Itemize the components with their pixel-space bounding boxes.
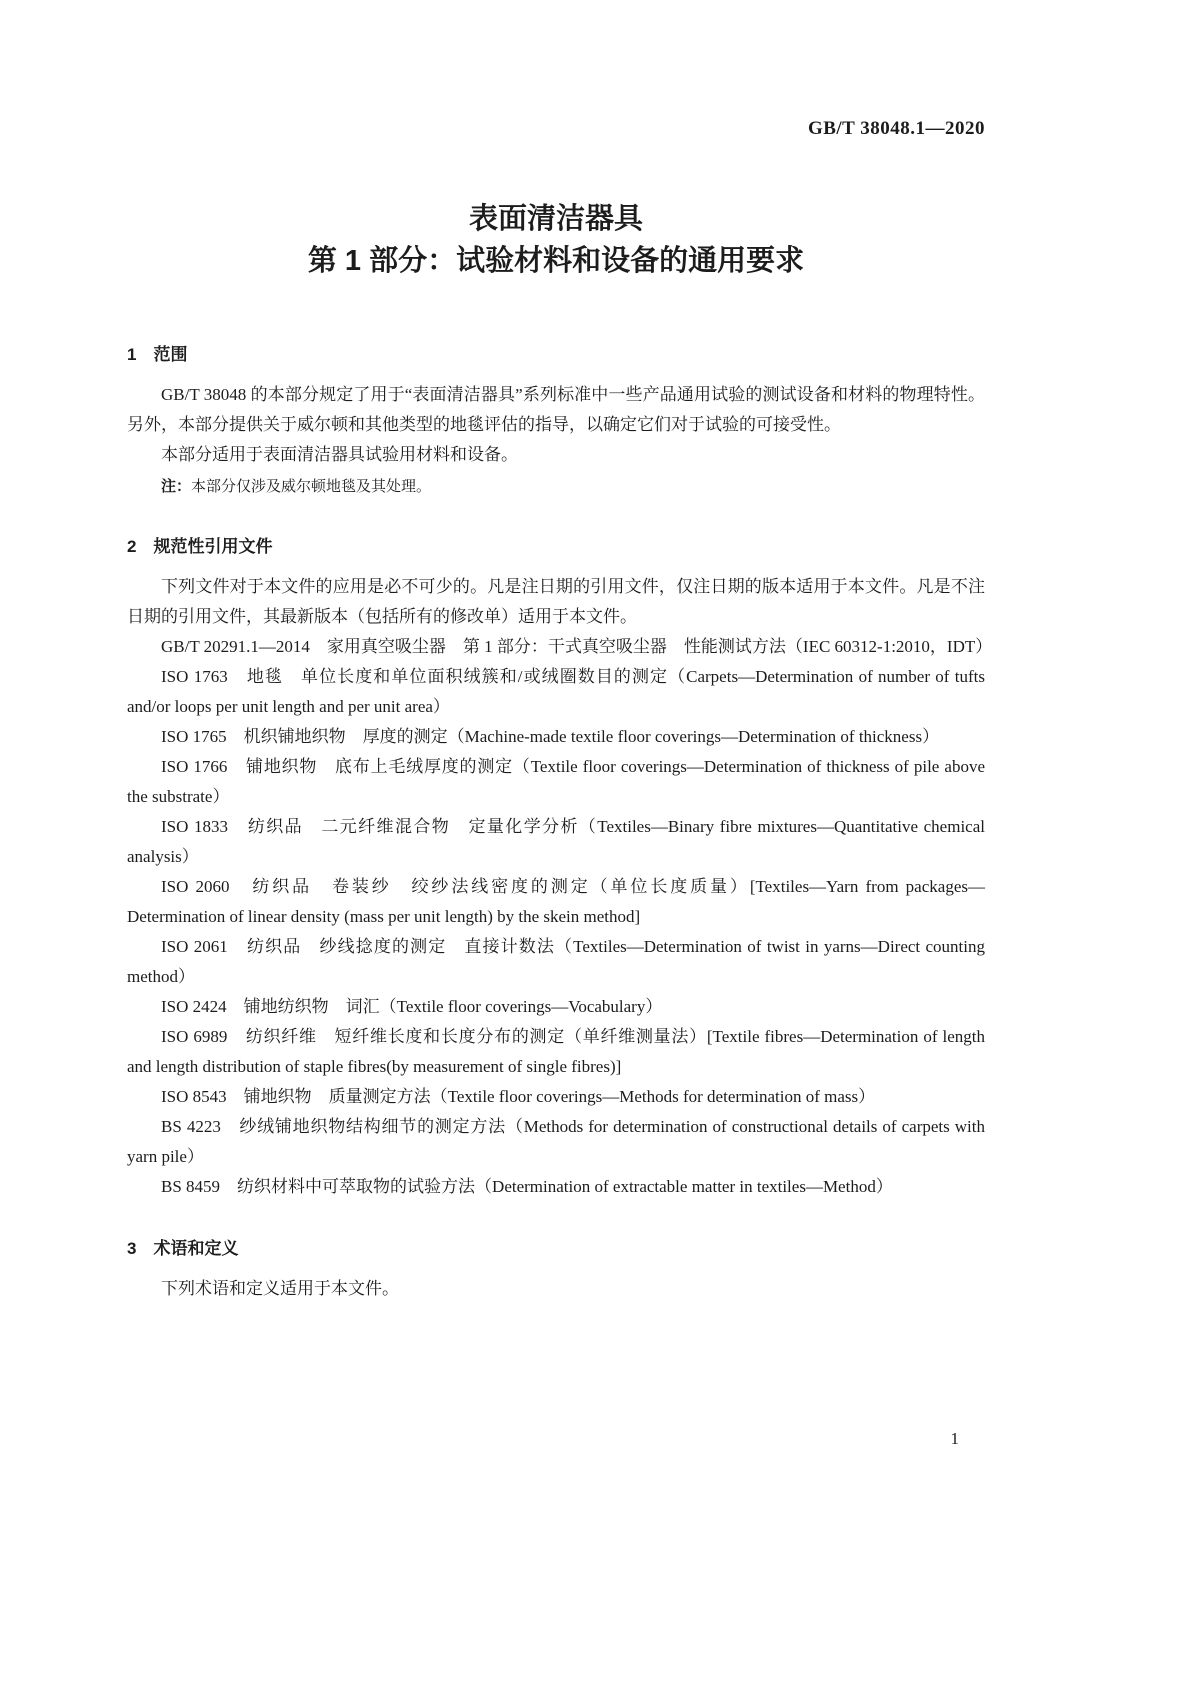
reference-entry: ISO 2061 纺织品 纱线捻度的测定 直接计数法（Textiles—Determination of twist in yarns—Direct counting method） (127, 937, 985, 986)
reference-entry: ISO 1833 纺织品 二元纤维混合物 定量化学分析（Textiles—Binary fibre mixtures—Quantitative chemical analysis） (127, 817, 985, 866)
reference-entry: ISO 1766 铺地织物 底布上毛绒厚度的测定（Textile floor coverings—Determination of thickness of pile above the substrate） (127, 757, 985, 806)
paragraph: 下列术语和定义适用于本文件。 (161, 1279, 399, 1298)
reference-entry: ISO 8543 铺地织物 质量测定方法（Textile floor coverings—Methods for determination of mass） (161, 1087, 876, 1106)
reference-entry: ISO 2060 纺织品 卷装纱 绞纱法线密度的测定（单位长度质量）[Textiles—Yarn from packages—Determination of linear density (mass per unit length) by the skein method] (127, 877, 985, 926)
note-text: 本部分仅涉及威尔顿地毯及其处理。 (191, 479, 432, 495)
reference-entry: ISO 1765 机织铺地织物 厚度的测定（Machine-made textile floor coverings—Determination of thickness） (161, 727, 940, 746)
section-heading-references: 2 规范性引用文件 (127, 537, 273, 556)
reference-entry: ISO 1763 地毯 单位长度和单位面积绒簇和/或绒圈数目的测定（Carpets—Determination of number of tufts and/or loops per unit length and per unit area） (127, 667, 985, 716)
section-normative-references (127, 536, 993, 1202)
reference-entry: ISO 6989 纺织纤维 短纤维长度和长度分布的测定（单纤维测量法）[Textile fibres—Determination of length and length distribution of staple fibres(by measurement of single fibres)] (127, 1027, 985, 1076)
paragraph: GB/T 38048 的本部分规定了用于“表面清洁器具”系列标准中一些产品通用试验的测试设备和材料的物理特性。另外，本部分提供关于威尔顿和其他类型的地毯评估的指导，以确定它们对于试验的可接受性。 (127, 385, 985, 434)
section-heading-terms: 3 术语和定义 (127, 1239, 239, 1258)
reference-entry: BS 8459 纺织材料中可萃取物的试验方法（Determination of extractable matter in textiles—Method） (161, 1177, 893, 1196)
note (127, 474, 985, 500)
title-line-1: 表面清洁器具 (468, 203, 643, 235)
page-number: 1 (950, 1429, 959, 1448)
reference-entry: ISO 2424 铺地纺织物 词汇（Textile floor coverings—Vocabulary） (161, 997, 663, 1016)
section-terms-and-definitions (127, 1238, 985, 1304)
reference-entry: BS 4223 纱绒铺地织物结构细节的测定方法（Methods for determination of constructional details of carpets with yarn pile） (127, 1117, 985, 1166)
section-heading-scope: 1 范围 (127, 345, 188, 364)
section-scope (127, 344, 985, 500)
title-line-2: 第 1 部分：试验材料和设备的通用要求 (307, 245, 805, 277)
paragraph: 本部分适用于表面清洁器具试验用材料和设备。 (161, 445, 518, 464)
standard-number: GB/T 38048.1—2020 (807, 118, 985, 139)
paragraph: 下列文件对于本文件的应用是必不可少的。凡是注日期的引用文件，仅注日期的版本适用于本文件。凡是不注日期的引用文件，其最新版本（包括所有的修改单）适用于本文件。 (127, 577, 985, 626)
document-title (127, 198, 985, 282)
reference-entry: GB/T 20291.1—2014 家用真空吸尘器 第 1 部分：干式真空吸尘器 性能测试方法（IEC 60312-1:2010，IDT） (161, 637, 993, 656)
note-label: 注： (161, 478, 192, 495)
text-block (127, 0, 993, 1304)
